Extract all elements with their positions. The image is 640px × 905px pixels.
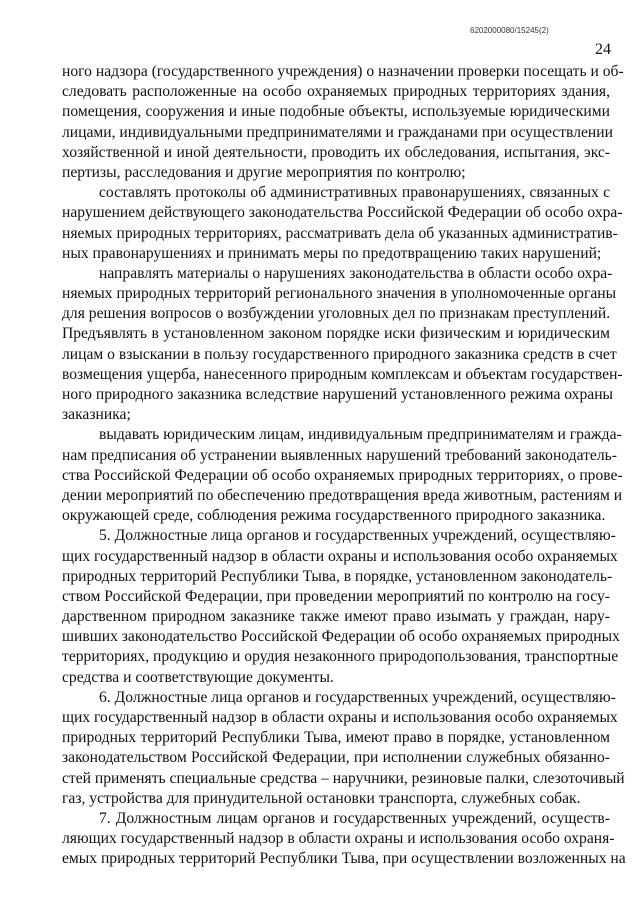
text-line: ного надзора (государственного учреждения) о назначении проверки посещать и об- xyxy=(62,63,624,80)
text-line: 7. Должностным лицам органов и государственных учреждений, осуществ- xyxy=(99,809,610,827)
text-line: природных территорий Республики Тыва, имеют право в порядке, установленном xyxy=(62,729,610,747)
text-line: лицами, индивидуальными предпринимателями и гражданами при осуществлении xyxy=(62,123,613,141)
text-line: возмещения ущерба, нанесенного природным комплексам и объектам государствен- xyxy=(62,365,623,383)
text-line: выдавать юридическим лицам, индивидуальным предпринимателям и гражда- xyxy=(99,426,622,444)
page-number: 24 xyxy=(595,41,611,58)
text-line: дении мероприятий по обеспечению предотвращения вреда животным, растениям и xyxy=(62,486,623,504)
document-body xyxy=(62,62,626,870)
text-line: ного природного заказника вследствие нарушений установленного режима охраны xyxy=(62,386,614,403)
text-line: составлять протоколы об административных правонарушениях, связанных с xyxy=(99,184,610,202)
text-line: направлять материалы о нарушениях законодательства в области особо охра- xyxy=(99,264,613,282)
text-line: пертизы, расследования и другие мероприятия по контролю; xyxy=(62,163,466,181)
text-line: ных правонарушениях и принимать меры по предотвращению таких нарушений; xyxy=(62,244,602,262)
text-line: шивших законодательство Российской Федерации об особо охраняемых природных xyxy=(62,628,620,646)
text-line: для решения вопросов о возбуждении уголовных дел по признакам преступлений. xyxy=(62,305,611,323)
text-line: следовать расположенные на особо охраняемых природных территориях здания, xyxy=(62,83,610,101)
text-line: емых природных территорий Республики Тыва, при осуществлении возложенных на xyxy=(62,850,626,868)
text-line: стей применять специальные средства – наручники, резиновые палки, слезоточивый xyxy=(62,769,625,787)
text-line: ством Российской Федерации, при проведении мероприятий по контролю на госу- xyxy=(62,587,610,605)
text-line: ляющих государственный надзор в области охраны и использования особо охраня- xyxy=(62,830,615,848)
text-line: щих государственный надзор в области охраны и использования особо охраняемых xyxy=(62,547,618,565)
text-line: щих государственный надзор в области охраны и использования особо охраняемых xyxy=(62,709,618,726)
text-line: няемых природных территорий регионального значения в уполномоченные органы xyxy=(62,285,617,303)
text-line: газ, устройства для принудительной остановки транспорта, служебных собак. xyxy=(62,789,581,807)
text-line: нарушением действующего законодательства Российской Федерации об особо охра- xyxy=(62,204,623,222)
text-line: природных территорий Республики Тыва, в порядке, установленном законодатель- xyxy=(62,567,613,585)
text-line: дарственном природном заказнике также имеют право изымать у граждан, нару- xyxy=(62,608,610,626)
text-line: 6. Должностные лица органов и государственных учреждений, осуществляю- xyxy=(99,688,616,706)
text-line: заказника; xyxy=(62,406,131,424)
text-line: хозяйственной и иной деятельности, проводить их обследования, испытания, экс- xyxy=(62,143,610,161)
text-line: средства и соответствующие документы. xyxy=(62,668,334,686)
text-line: территориях, продукцию и орудия незаконного природопользования, транспортные xyxy=(62,648,619,666)
text-line: помещения, сооружения и иные подобные объекты, используемые юридическими xyxy=(62,103,610,121)
text-line: 5. Должностные лица органов и государственных учреждений, осуществляю- xyxy=(99,527,616,545)
text-line: законодательством Российской Федерации, при исполнении служебных обязанно- xyxy=(62,749,610,767)
text-line: няемых природных территориях, рассматривать дела об указанных административ- xyxy=(62,224,618,242)
text-line: нам предписания об устранении выявленных нарушений требований законодатель- xyxy=(62,446,617,464)
text-line: ства Российской Федерации об особо охраняемых природных территориях, о прове- xyxy=(62,466,623,484)
text-line: окружающей среде, соблюдения режима государственного природного заказника. xyxy=(62,507,606,525)
text-line: Предъявлять в установленном законом порядке иски физическим и юридическим xyxy=(62,325,610,343)
text-line: лицам о взыскании в пользу государственного природного заказника средств в счет xyxy=(62,345,617,363)
document-id: 6202000080/15245(2) xyxy=(470,26,549,35)
